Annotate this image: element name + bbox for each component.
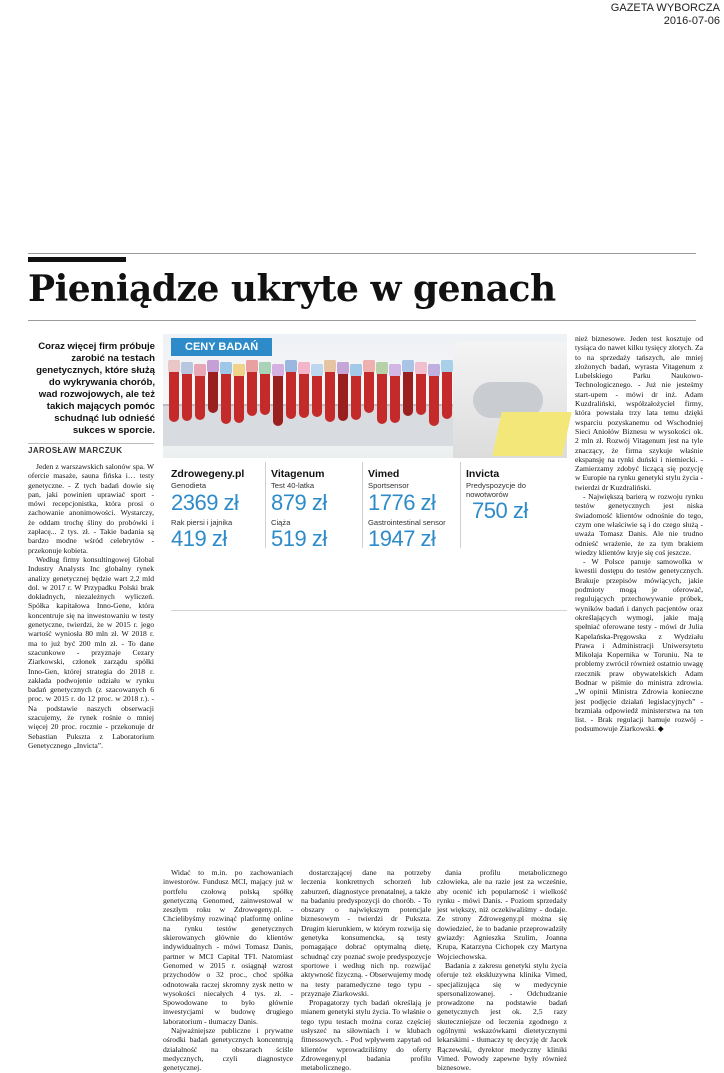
company-name: Invicta <box>466 468 500 480</box>
price-column <box>368 468 460 551</box>
test-price: 519 zł <box>271 526 327 552</box>
paragraph: Jeden z warszawskich salonów spa. W ofercie masaże, sauna fińska i… testy genetyczne. - Z tych badań dowie się pan, jaki powinien uprawiać sport - mówi recepcjonistka, która prosi o zachowanie anonimowości. Wystarczy, że oddam trochę śliny do probówki i zapłacę... 2 tys. zł. - Takie badania są bardzo modne wśród celebrytów - przekonuje kobieta. <box>28 462 154 555</box>
lab-photo <box>163 334 567 458</box>
test-tube <box>286 360 296 419</box>
column-separator <box>265 462 266 548</box>
paragraph: Według firmy konsultingowej Global Industry Analysts Inc globalny rynek analizy genetycznej będzie wart 2,2 mld dol. w 2017 r. W Przypadku Polski brak dokładnych, niezależnych wyliczeń. Spółka kapitałowa Inno-Gene, która koncentruje się na inwestowaniu w testy genetyczne, twierdzi, że w 2015 r. jego wartość wyniosła 80 mln zł. W 2018 r. ma to już być 200 mln zł. - To dane szacunkowe - przyznaje Cezary Ziarkowski, członek zarządu spółki Inno-Gen, której strategia do 2018 r. zakłada podwojenie udziału w rynku badań genetycznych (z szacowanych 6 proc. w 2015 r. do 12 proc. w 2018 r.). - Na podstawie naszych obserwacji szacujemy, że rynek rośnie o mniej więcej 20 proc. rocznie - przekonuje dr Sebastian Pukszta z Laboratorium Genetycznego „Invicta”. <box>28 554 154 750</box>
test-tube <box>416 362 426 415</box>
test-tube <box>299 362 309 418</box>
article-lead: Coraz więcej firm próbuje zarobić na testach genetycznych, które służą do wykrywania chorób, wad rozwojowych, ale też takich mających pomóc schudnąć lub odnieść sukces w sporcie. <box>36 341 155 436</box>
article-headline: Pieniądze ukryte w genach <box>28 268 556 310</box>
test-name: Predyspozycje do nowotworów <box>466 481 526 499</box>
text-column-2 <box>163 868 293 1073</box>
test-name: Test 40-latka <box>271 481 315 490</box>
test-price: 2369 zł <box>171 489 239 515</box>
paragraph: Propagatorzy tych badań określają je mianem genetyki stylu życia. To właśnie o tego typu testach można coraz częściej usłyszeć na siłowniach i w klubach fitnessowych. - Pod wpływem zapytań od klientów wprowadziliśmy do oferty Zdrowegeny.pl badania profilu metabolicznego. <box>301 998 431 1073</box>
test-tube <box>338 362 348 421</box>
test-tube <box>169 360 179 422</box>
publication-name: GAZETA WYBORCZA <box>610 2 720 14</box>
test-tube <box>208 360 218 413</box>
test-price: 1947 zł <box>368 526 436 552</box>
test-tube <box>234 364 244 423</box>
paragraph: Badania z zakresu genetyki stylu życia oferuje też ekskluzywna klinika Vimed, specjalizująca się w medycynie spersonalizowanej. - Odchudzanie prowadzone na podstawie badań genetycznych jest ok. 2,5 razy skuteczniejsze od leczenia zgodnego z ogólnymi wskazówkami dietetycznymi lekarskimi - tłumaczy tę decyzję dr Jacek Rączewski, dyrektor medyczny kliniki Vimed. Powody zapewne były również biznesowe. <box>437 960 567 1073</box>
test-name: Sportsensor <box>368 481 409 490</box>
divider-top <box>28 253 696 254</box>
paragraph: dostarczającej dane na potrzeby leczenia konkretnych schorzeń lub zaburzeń, diagnostyce prenatalnej, a także na badaniu predyspozycji do chorób. - To obszary o największym potencjale biznesowym - twierdzi dr Pukszta. Drugim kierunkiem, w którym rozwija się genetyka konsumencka, są testy pomagające dobrać optymalną dietę, schudnąć czy poznać swoje predyspozycje sportowe i według nich np. rozwijać aktywność fizyczną. - Obserwujemy modę na testy paramedyczne tego typu - przyznaje Ziarkowski. <box>301 868 431 998</box>
test-name: Gastrointestinal sensor <box>368 517 446 527</box>
test-price: 879 zł <box>271 489 327 515</box>
test-name: Ciąża <box>271 517 291 527</box>
test-tube <box>182 362 192 421</box>
text-column-1 <box>28 462 154 792</box>
text-column-5 <box>575 334 703 994</box>
test-tube <box>273 364 283 426</box>
test-price: 1776 zł <box>368 489 436 515</box>
test-price: 419 zł <box>171 526 227 552</box>
paragraph: Widać to m.in. po zachowaniach inwestorów. Fundusz MCI, mający już w portfelu czołową polską spółkę genetyczną Genomed, zainwestował w zeszłym roku w Zdrowegeny.pl. - Chcielibyśmy rozwinąć platformę online na rynku testów genetycznych skierowanych głównie do klientów indywidualnych - mówi Tomasz Danis, partner w MCI Capital TFI. Natomiast Genomed w 2015 r. osiągnął wzrost przychodów o 32 proc., choć spółka odnotowała raczej skromny zysk netto w wysokości niecałych 4 tys. zł. - Spowodowane to było głównie inwestycjami w budowę drugiego laboratorium - tłumaczy Danis. <box>163 868 293 1026</box>
table-header-rule <box>171 610 567 611</box>
graphic-label: CENY BADAŃ <box>171 338 272 356</box>
paragraph: Najważniejsze publiczne i prywatne ośrodki badań genetycznych koncentrują działalność na obszarach ściśle medycznych, czyli diagnostyce genetycznej. <box>163 1026 293 1073</box>
column-separator <box>460 462 461 548</box>
column-separator <box>362 462 363 548</box>
test-tube <box>260 362 270 415</box>
lab-machine <box>453 342 567 458</box>
test-tube <box>247 360 257 416</box>
test-tube <box>403 360 413 416</box>
test-tube <box>195 364 205 420</box>
paragraph: - W Polsce panuje samowolka w kwestii dostępu do testów genetycznych. Brakuje przepisów mówiących, jakie podmioty mogą je oferować, regulujących przechowywanie próbek, wyników badań i danych pacjentów oraz określających wymogi, jakie mają spełniać oferowane testy - mówi dr Julia Kapelańska-Pręgowska z Wydziału Prawa i Administracji Uniwersytetu Mikołaja Kopernika w Toruniu. Na te problemy zwrócił również ostatnio uwagę rzecznik praw obywatelskich Adam Bodnar w piśmie do ministra zdrowia. „W opinii Ministra Zdrowia konieczne jest podjęcie działań legislacyjnych” - brzmiała odpowiedź ministerstwa na ten list. - Brak regulacji hamuje rozwój - podsumowuje Ziarkowski. ◆ <box>575 557 703 734</box>
price-column <box>466 468 558 523</box>
price-column <box>271 468 363 551</box>
test-name: Rak piersi i jajnika <box>171 517 233 527</box>
paragraph: nież biznesowe. Jeden test kosztuje od tysiąca do nawet kilku tysięcy złotych. Za to na sprzedaży tańszych, ale mniej złożonych badań, wyrasta Vitagenum z Lubelskiego Parku Naukowo-Technologicznego. - Już nie jesteśmy start-upem - mówi dr inż. Adam Kuzdraliński, współzałożyciel firmy, która powstała trzy lata temu dzięki wsparciu pozyskanemu od Wschodniej Sieci Aniołów Biznesu w wysokości ok. 2 mln zł. Rozwój Vitagenum jest na tyle znaczący, że firma szykuje właśnie ekspansję na rynki duński i niemiecki. - Zamierzamy zdobyć liczącą się pozycję w Europie na rynku genetyki stylu życia - twierdzi dr Kuzdraliński. <box>575 334 703 492</box>
test-price: 750 zł <box>472 498 528 524</box>
test-tube <box>377 362 387 424</box>
test-tube <box>312 364 322 417</box>
price-graphic <box>163 334 567 850</box>
test-tube <box>442 360 452 419</box>
test-tube <box>351 364 361 420</box>
test-tube <box>364 360 374 413</box>
price-table <box>163 458 567 552</box>
paragraph: - Największą barierą w rozwoju rynku testów genetycznych jest niska świadomość klientów odnośnie do tego, czym one właściwie są i do czego służą - uważa Tomasz Danis. Ale nie trudno odnieść wrażenie, że za tym brakiem wiedzy klientów kryje się coś jeszcze. <box>575 492 703 557</box>
text-column-4 <box>437 868 567 1073</box>
test-tube <box>325 360 335 422</box>
paragraph: dania profilu metabolicznego człowieka, ale na razie jest za wcześnie, aby ocenić ich popularność i wielkość rynku - mówi Danis. - Poziom sprzedaży jest większy, niż oczekiwaliśmy - dodaje. Ze strony Zdrowegeny.pl można się dowiedzieć, że to badanie przeprowadziły gwiazdy: Agnieszka Szulim, Joanna Krupa, Katarzyna Cichopek czy Martyna Wojciechowska. <box>437 868 567 961</box>
company-name: Vimed <box>368 468 400 480</box>
price-column <box>171 468 263 551</box>
test-tube <box>221 362 231 424</box>
divider-bottom <box>28 320 696 321</box>
publication-date: 2016-07-06 <box>663 15 720 27</box>
article-author: JAROSŁAW MARCZUK <box>28 443 154 455</box>
company-name: Zdrowegeny.pl <box>171 468 245 480</box>
test-name: Genodieta <box>171 481 207 490</box>
test-tube <box>429 364 439 426</box>
text-column-3 <box>301 868 431 1073</box>
company-name: Vitagenum <box>271 468 325 480</box>
masthead <box>611 2 720 28</box>
test-tube <box>390 364 400 423</box>
